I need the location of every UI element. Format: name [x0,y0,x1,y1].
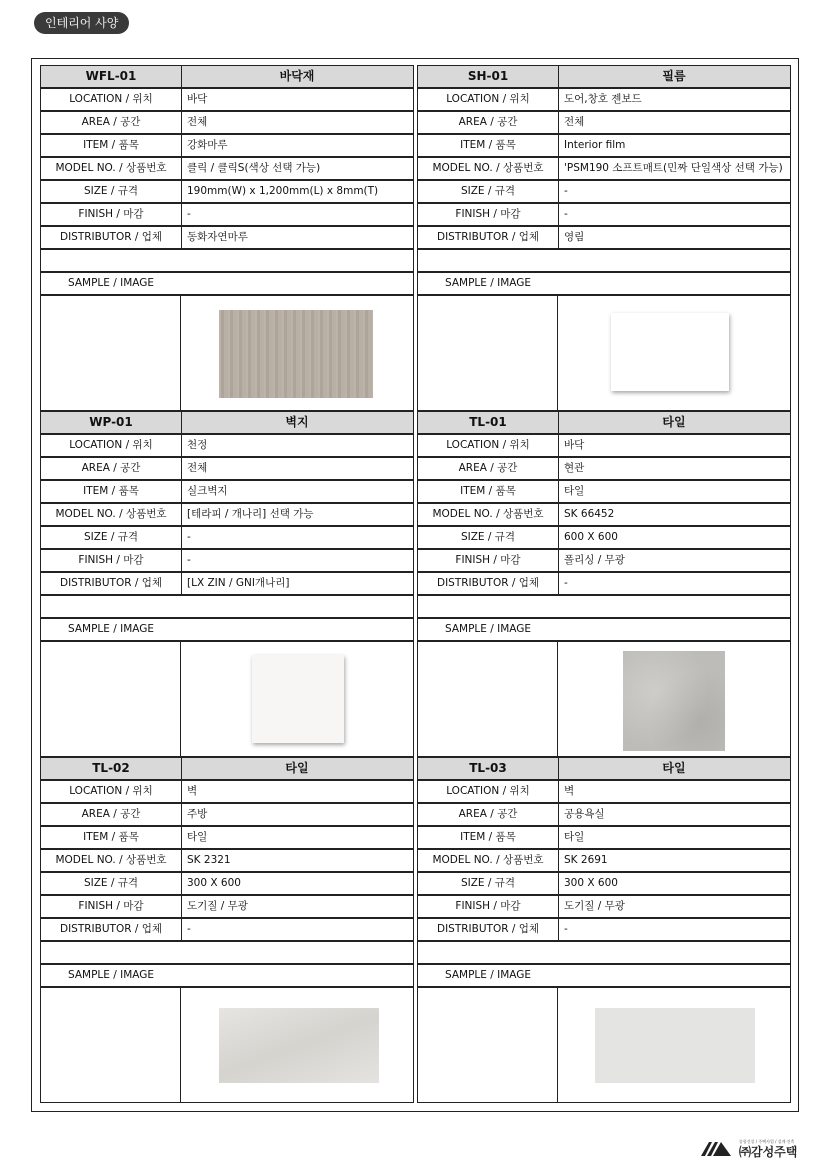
spec-code-value: 타일 [662,415,686,429]
sample-image-cell [417,987,791,1103]
logo-mark-icon [701,1140,731,1156]
spec-model-label: MODEL NO. / 상품번호 [418,850,559,871]
spec-area-label: AREA / 공간 [41,458,182,479]
spec-distributor-label: DISTRIBUTOR / 업체 [418,919,559,940]
spec-distributor-value: 동화자연마루 [187,231,248,243]
spec-area-row [417,111,791,134]
spec-size-value: 600 X 600 [564,531,618,543]
spec-item-row [417,134,791,157]
spec-item-label: ITEM / 품목 [41,135,182,156]
spec-item-value: 강화마루 [187,139,228,151]
spec-area-value: 현관 [564,462,585,474]
spec-item-label: ITEM / 품목 [41,481,182,502]
sample-swatch [623,651,725,751]
spec-distributor-value: - [187,923,191,935]
sample-row [40,272,414,295]
spec-finish-value: 도기질 / 무광 [187,900,248,912]
spec-area-row [40,803,414,826]
spec-distributor-value: [LX ZIN / GNI개나리] [187,577,290,589]
spec-area-value: 주방 [187,808,208,820]
spec-location-row [40,434,414,457]
spec-finish-label: FINISH / 마감 [41,550,182,571]
spec-item-value: 타일 [187,831,208,843]
spec-item-value: 타일 [564,831,585,843]
sample-label: SAMPLE / IMAGE [444,969,532,981]
spec-finish-label: FINISH / 마감 [418,204,559,225]
spec-finish-row [417,895,791,918]
sample-swatch [219,1008,379,1083]
spec-model-row [40,503,414,526]
spec-distributor-label: DISTRIBUTOR / 업체 [41,573,182,594]
spec-distributor-label: DISTRIBUTOR / 업체 [41,919,182,940]
spec-distributor-value: - [564,577,568,589]
sample-label: SAMPLE / IMAGE [444,623,532,635]
spec-area-label: AREA / 공간 [418,112,559,133]
sample-row [417,272,791,295]
spec-item-row [40,134,414,157]
spec-finish-label: FINISH / 마감 [418,550,559,571]
spec-location-label: LOCATION / 위치 [418,89,559,110]
spec-distributor-label: DISTRIBUTOR / 업체 [41,227,182,248]
spec-size-label: SIZE / 규격 [41,181,182,202]
spec-finish-label: FINISH / 마감 [41,204,182,225]
spec-finish-row [417,203,791,226]
sample-swatch [595,1008,755,1083]
sample-row [417,964,791,987]
sample-label: SAMPLE / IMAGE [67,623,155,635]
spec-location-value: 바닥 [564,439,585,451]
sample-label: SAMPLE / IMAGE [67,969,155,981]
spec-model-value: 'PSM190 소프트매트(민짜 단일색상 선택 가능) [564,162,783,174]
spec-model-value: 클릭 / 클릭S(색상 선택 가능) [187,162,321,174]
spec-finish-row [40,203,414,226]
spec-code-row [40,411,414,434]
spec-location-label: LOCATION / 위치 [41,781,182,802]
spec-distributor-label: DISTRIBUTOR / 업체 [418,573,559,594]
spec-distributor-row [417,226,791,249]
spec-item-row [417,826,791,849]
spec-item-label: ITEM / 품목 [41,827,182,848]
cell-divider [557,642,558,756]
spec-location-label: LOCATION / 위치 [418,435,559,456]
sample-image-cell [40,987,414,1103]
spec-size-value: - [187,531,191,543]
sample-swatch [219,310,373,398]
spec-item-value: 타일 [564,485,585,497]
spec-area-value: 전체 [187,462,208,474]
spec-finish-row [40,549,414,572]
spec-finish-value: - [187,554,191,566]
spec-size-label: SIZE / 규격 [418,527,559,548]
spec-model-row [40,157,414,180]
sample-image-cell [417,295,791,411]
spec-area-value: 공용욕실 [564,808,605,820]
spec-location-label: LOCATION / 위치 [418,781,559,802]
spec-code-label: TL-03 [418,758,559,779]
spec-area-label: AREA / 공간 [41,112,182,133]
sample-label: SAMPLE / IMAGE [444,277,532,289]
spec-code-row [40,757,414,780]
company-tagline: 종합건설 / 주택사업 / 설계·건축 [739,1139,795,1144]
spec-location-row [417,88,791,111]
spec-size-row [40,180,414,203]
company-name: ㈜감성주택 [739,1145,798,1159]
sample-row [40,964,414,987]
spec-item-row [417,480,791,503]
spec-code-row [40,65,414,88]
spec-area-row [417,803,791,826]
spec-code-label: WP-01 [41,412,182,433]
spec-size-label: SIZE / 규격 [41,873,182,894]
spec-distributor-row [417,918,791,941]
spec-code-value: 타일 [662,761,686,775]
spec-code-value: 바닥재 [279,69,315,83]
spec-model-value: SK 2321 [187,854,231,866]
spec-area-row [40,457,414,480]
spec-code-label: TL-01 [418,412,559,433]
spec-location-row [40,780,414,803]
spec-model-value: SK 2691 [564,854,608,866]
spec-location-row [417,434,791,457]
spec-area-label: AREA / 공간 [418,458,559,479]
spec-item-row [40,826,414,849]
spec-item-value: 실크벽지 [187,485,228,497]
spec-code-value: 필름 [662,69,686,83]
spec-size-label: SIZE / 규격 [41,527,182,548]
spec-area-value: 전체 [187,116,208,128]
spec-finish-value: 도기질 / 무광 [564,900,625,912]
spec-location-value: 벽 [187,785,198,797]
spec-area-row [40,111,414,134]
spec-code-label: WFL-01 [41,66,182,87]
spec-code-label: TL-02 [41,758,182,779]
spec-size-value: - [564,185,568,197]
spec-size-label: SIZE / 규격 [418,873,559,894]
spacer-row [417,249,791,272]
sample-row [40,618,414,641]
spec-model-label: MODEL NO. / 상품번호 [418,158,559,179]
section-tag: 인테리어 사양 [34,12,129,34]
spec-location-label: LOCATION / 위치 [41,435,182,456]
spec-finish-label: FINISH / 마감 [41,896,182,917]
spec-location-row [417,780,791,803]
spec-model-value: [테라피 / 개나리] 선택 가능 [187,508,314,520]
spec-size-row [40,872,414,895]
spec-size-row [40,526,414,549]
sample-swatch [611,313,729,391]
spec-model-row [417,503,791,526]
spec-size-row [417,872,791,895]
spec-model-row [417,849,791,872]
spec-code-row [417,411,791,434]
cell-divider [180,296,181,410]
spec-block [417,412,791,758]
spacer-row [417,941,791,964]
sample-swatch [252,655,344,743]
spec-model-row [417,157,791,180]
spec-location-value: 벽 [564,785,575,797]
spec-location-value: 도어,창호 젠보드 [564,93,642,105]
spec-block [417,758,791,1104]
spec-block [40,758,414,1104]
spec-code-row [417,757,791,780]
spec-code-row [417,65,791,88]
cell-divider [180,988,181,1102]
spec-item-label: ITEM / 품목 [418,481,559,502]
spec-location-value: 천정 [187,439,208,451]
sample-label: SAMPLE / IMAGE [67,277,155,289]
company-logo [701,1137,811,1159]
spacer-row [40,941,414,964]
spacer-row [40,595,414,618]
spec-model-label: MODEL NO. / 상품번호 [41,850,182,871]
spec-location-row [40,88,414,111]
sample-image-cell [40,295,414,411]
spec-model-row [40,849,414,872]
spec-distributor-value: - [564,923,568,935]
spec-finish-value: - [187,208,191,220]
spec-finish-row [417,549,791,572]
spec-code-label: SH-01 [418,66,559,87]
spec-area-row [417,457,791,480]
spec-item-label: ITEM / 품목 [418,135,559,156]
spec-location-label: LOCATION / 위치 [41,89,182,110]
spec-size-label: SIZE / 규격 [418,181,559,202]
spec-item-row [40,480,414,503]
spec-size-value: 190mm(W) x 1,200mm(L) x 8mm(T) [187,185,379,197]
spec-item-label: ITEM / 품목 [418,827,559,848]
spec-block [40,66,414,412]
spec-distributor-row [40,226,414,249]
spec-block [40,412,414,758]
spec-location-value: 바닥 [187,93,208,105]
spec-distributor-row [40,572,414,595]
spec-area-label: AREA / 공간 [41,804,182,825]
spacer-row [40,249,414,272]
cell-divider [180,642,181,756]
spec-distributor-label: DISTRIBUTOR / 업체 [418,227,559,248]
spec-item-value: Interior film [564,139,626,151]
spec-model-label: MODEL NO. / 상품번호 [418,504,559,525]
spec-size-row [417,180,791,203]
spacer-row [417,595,791,618]
spec-finish-row [40,895,414,918]
spec-size-row [417,526,791,549]
spec-code-value: 타일 [285,761,309,775]
spec-size-value: 300 X 600 [187,877,241,889]
spec-block [417,66,791,412]
spec-code-value: 벽지 [285,415,309,429]
cell-divider [557,988,558,1102]
spec-finish-label: FINISH / 마감 [418,896,559,917]
sample-row [417,618,791,641]
spec-distributor-value: 영림 [564,231,585,243]
spec-model-label: MODEL NO. / 상품번호 [41,158,182,179]
spec-distributor-row [40,918,414,941]
sample-image-cell [417,641,791,757]
spec-finish-value: - [564,208,568,220]
spec-model-label: MODEL NO. / 상품번호 [41,504,182,525]
spec-distributor-row [417,572,791,595]
spec-model-value: SK 66452 [564,508,615,520]
spec-area-label: AREA / 공간 [418,804,559,825]
cell-divider [557,296,558,410]
sample-image-cell [40,641,414,757]
spec-area-value: 전체 [564,116,585,128]
spec-size-value: 300 X 600 [564,877,618,889]
spec-finish-value: 폴리싱 / 무광 [564,554,625,566]
